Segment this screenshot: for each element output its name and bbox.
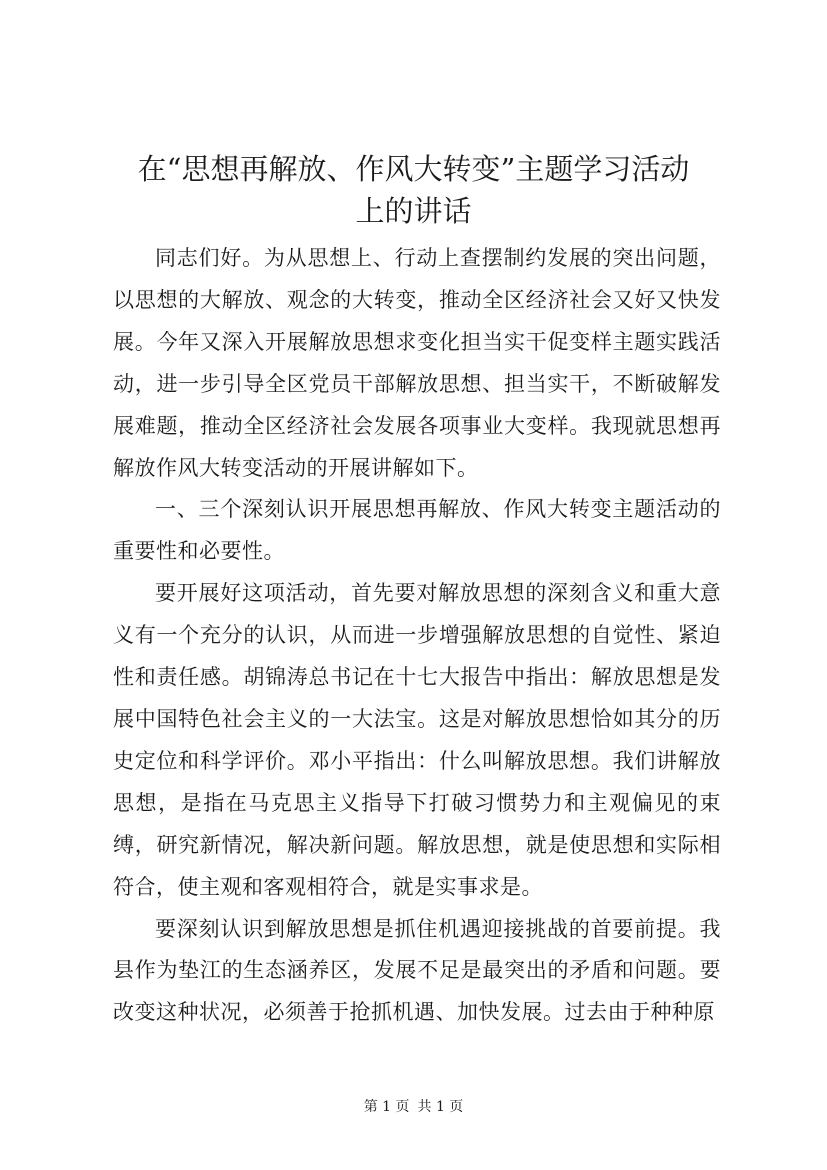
paragraph-3: 要开展好这项活动，首先要对解放思想的深刻含义和重大意义有一个充分的认识，从而进一步增强解放思想的自觉性、紧迫性和责任感。胡锦涛总书记在十七大报告中指出：解放思想是发展中国特色社会主义的一大法宝。这是对解放思想恰如其分的历史定位和科学评价。邓小平指出：什么叫解放思想。我们讲解放思想，是指在马克思主义指导下打破习惯势力和主观偏见的束缚，研究新情况，解决新问题。解放思想，就是使思想和实际相符合，使主观和客观相符合，就是实事求是。 (113, 581, 721, 899)
title-line-1: 在“思想再解放、作风大转变”主题学习活动 (137, 152, 690, 186)
page-footer (0, 1097, 827, 1117)
document-body (113, 238, 721, 1034)
paragraph-2: 一、三个深刻认识开展思想再解放、作风大转变主题活动的重要性和必要性。 (113, 497, 721, 564)
title-line-2: 上的讲话 (355, 194, 472, 228)
paragraph-1: 同志们好。为从思想上、行动上查摆制约发展的突出问题，以思想的大解放、观念的大转变，推动全区经济社会又好又快发展。今年又深入开展解放思想求变化担当实干促变样主题实践活动，进一步引导全区党员干部解放思想、担当实干，不断破解发展难题，推动全区经济社会发展各项事业大变样。我现就思想再解放作风大转变活动的开展讲解如下。 (113, 246, 721, 480)
paragraph-4: 要深刻认识到解放思想是抓住机遇迎接挑战的首要前提。我县作为垫江的生态涵养区，发展不足是最突出的矛盾和问题。要改变这种状况，必须善于抢抓机遇、加快发展。过去由于种种原 (113, 916, 721, 1025)
page-number: 第 1 页 (363, 1099, 410, 1115)
document-title (100, 148, 727, 232)
total-pages: 共 1 页 (417, 1099, 464, 1115)
